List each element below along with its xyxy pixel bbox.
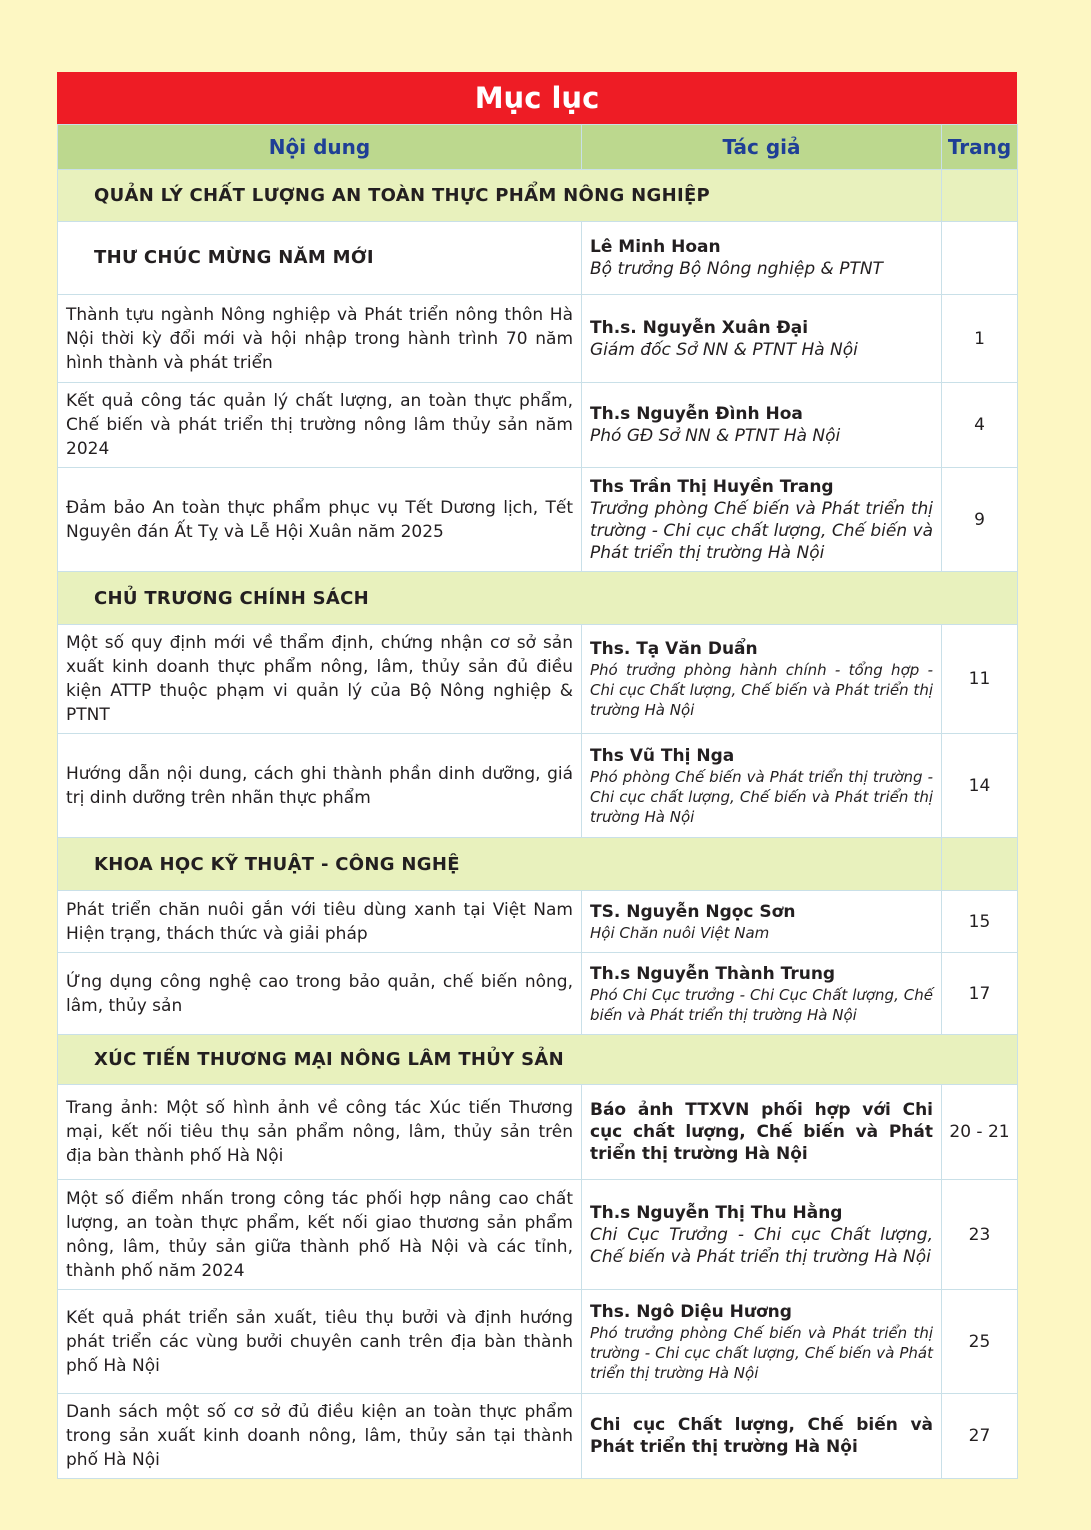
entry-content: Kết quả công tác quản lý chất lượng, an toàn thực phẩm, Chế biến và phát triển thị trường nông lâm thủy sản năm 2024 [58,383,582,468]
author-role: Phó trưởng phòng Chế biến và Phát triển thị trường - Chi cục chất lượng, Chế biến và Phát triển thị trường Hà Nội [590,1323,933,1382]
entry-content: Phát triển chăn nuôi gắn với tiêu dùng xanh tại Việt Nam Hiện trạng, thách thức và giải pháp [58,891,582,953]
table-row [58,1085,1018,1180]
author-name: Ths. Ngô Diệu Hương [590,1301,792,1322]
table-row [58,891,1018,953]
author-name: Ths Trần Thị Huyền Trang [590,476,834,497]
entry-author [582,295,942,383]
entry-page: 9 [942,468,1018,572]
entry-content: Kết quả phát triển sản xuất, tiêu thụ bưởi và định hướng phát triển các vùng bưởi chuyên canh trên địa bàn thành phố Hà Nội [58,1290,582,1394]
entry-content: Đảm bảo An toàn thực phẩm phục vụ Tết Dương lịch, Tết Nguyên đán Ất Tỵ và Lễ Hội Xuân năm 2025 [58,468,582,572]
entry-content: Danh sách một số cơ sở đủ điều kiện an toàn thực phẩm trong sản xuất kinh doanh nông, lâm, thủy sản tại thành phố Hà Nội [58,1394,582,1479]
table-row [58,222,1018,295]
author-name: Báo ảnh TTXVN phối hợp với Chi cục chất lượng, Chế biến và Phát triển thị trường Hà Nội [590,1100,933,1164]
entry-page: 27 [942,1394,1018,1479]
author-role: Chi Cục Trưởng - Chi cục Chất lượng, Chế biến và Phát triển thị trường Hà Nội [590,1224,933,1267]
entry-content: Hướng dẫn nội dung, cách ghi thành phần dinh dưỡng, giá trị dinh dưỡng trên nhãn thực phẩm [58,734,582,838]
author-role: Phó Chi Cục trưởng - Chi Cục Chất lượng, Chế biến và Phát triển thị trường Hà Nội [590,985,933,1024]
entry-page: 14 [942,734,1018,838]
entry-page: 17 [942,953,1018,1035]
entry-content: Trang ảnh: Một số hình ảnh về công tác Xúc tiến Thương mại, kết nối tiêu thụ sản phẩm nông, lâm, thủy sản trên địa bàn thành phố Hà Nội [58,1085,582,1180]
entry-content: Một số quy định mới về thẩm định, chứng nhận cơ sở sản xuất kinh doanh thực phẩm nông, lâm, thủy sản đủ điều kiện ATTP thuộc phạm vi quản lý của Bộ Nông nghiệp & PTNT [58,625,582,734]
header-author: Tác giả [582,125,942,170]
author-role: Bộ trưởng Bộ Nông nghiệp & PTNT [590,259,883,279]
section-page-cell [942,838,1018,891]
entry-author [582,222,942,295]
author-name: Lê Minh Hoan [590,237,721,257]
entry-author [582,1180,942,1290]
table-row [58,468,1018,572]
entry-author [582,1290,942,1394]
entry-author [582,891,942,953]
author-role: Trưởng phòng Chế biến và Phát triển thị trường - Chi cục chất lượng, Chế biến và Phát triển thị trường Hà Nội [590,498,933,563]
section-row [58,838,1018,891]
author-name: Ths. Tạ Văn Duẩn [590,639,758,659]
table-row [58,734,1018,838]
author-role: Phó GĐ Sở NN & PTNT Hà Nội [590,426,841,446]
section-row [58,572,1018,625]
table-of-contents [57,72,1017,1479]
section-label: QUẢN LÝ CHẤT LƯỢNG AN TOÀN THỰC PHẨM NÔNG NGHIỆP [58,170,942,222]
section-page-cell [942,170,1018,222]
table-row [58,1394,1018,1479]
author-name: Th.s. Nguyễn Xuân Đại [590,317,809,338]
table-row [58,1180,1018,1290]
table-row [58,383,1018,468]
toc-table [57,124,1018,1479]
entry-content: Thành tựu ngành Nông nghiệp và Phát triển nông thôn Hà Nội thời kỳ đổi mới và hội nhập trong hành trình 70 năm hình thành và phát triển [58,295,582,383]
entry-page: 11 [942,625,1018,734]
entry-page: 15 [942,891,1018,953]
author-name: Th.s Nguyễn Thị Thu Hằng [590,1202,843,1223]
author-name: Ths Vũ Thị Nga [590,745,735,766]
table-row [58,953,1018,1035]
entry-page [942,222,1018,295]
author-role: Phó trưởng phòng hành chính - tổng hợp - Chi cục Chất lượng, Chế biến và Phát triển thị trường Hà Nội [590,661,933,719]
header-row [58,125,1018,170]
section-row [58,1035,1018,1085]
entry-content: Ứng dụng công nghệ cao trong bảo quản, chế biến nông, lâm, thủy sản [58,953,582,1035]
section-row [58,170,1018,222]
entry-author [582,468,942,572]
entry-page: 23 [942,1180,1018,1290]
author-name: Th.s Nguyễn Đình Hoa [590,404,803,424]
entry-content: THƯ CHÚC MỪNG NĂM MỚI [58,222,582,295]
table-row [58,625,1018,734]
author-name: TS. Nguyễn Ngọc Sơn [590,901,796,922]
toc-title: Mục lục [57,72,1017,124]
section-label: XÚC TIẾN THƯƠNG MẠI NÔNG LÂM THỦY SẢN [58,1035,1018,1085]
entry-author [582,1085,942,1180]
entry-author [582,383,942,468]
entry-author [582,625,942,734]
author-name: Th.s Nguyễn Thành Trung [590,963,836,984]
author-role: Phó phòng Chế biến và Phát triển thị trường - Chi cục chất lượng, Chế biến và Phát triển thị trường Hà Nội [590,767,933,826]
header-content: Nội dung [58,125,582,170]
author-role: Hội Chăn nuôi Việt Nam [590,923,770,942]
entry-page: 1 [942,295,1018,383]
entry-page: 20 - 21 [942,1085,1018,1180]
entry-page: 25 [942,1290,1018,1394]
author-role: Giám đốc Sở NN & PTNT Hà Nội [590,339,858,360]
header-page: Trang [942,125,1018,170]
entry-content: Một số điểm nhấn trong công tác phối hợp nâng cao chất lượng, an toàn thực phẩm, kết nối giao thương sản phẩm nông, lâm, thủy sản giữa thành phố Hà Nội và các tỉnh, thành phố năm 2024 [58,1180,582,1290]
entry-author [582,734,942,838]
table-row [58,295,1018,383]
author-name: Chi cục Chất lượng, Chế biến và Phát triển thị trường Hà Nội [590,1415,933,1457]
entry-author [582,953,942,1035]
entry-page: 4 [942,383,1018,468]
entry-author [582,1394,942,1479]
table-row [58,1290,1018,1394]
section-label: CHỦ TRƯƠNG CHÍNH SÁCH [58,572,1018,625]
section-label: KHOA HỌC KỸ THUẬT - CÔNG NGHỆ [58,838,942,891]
